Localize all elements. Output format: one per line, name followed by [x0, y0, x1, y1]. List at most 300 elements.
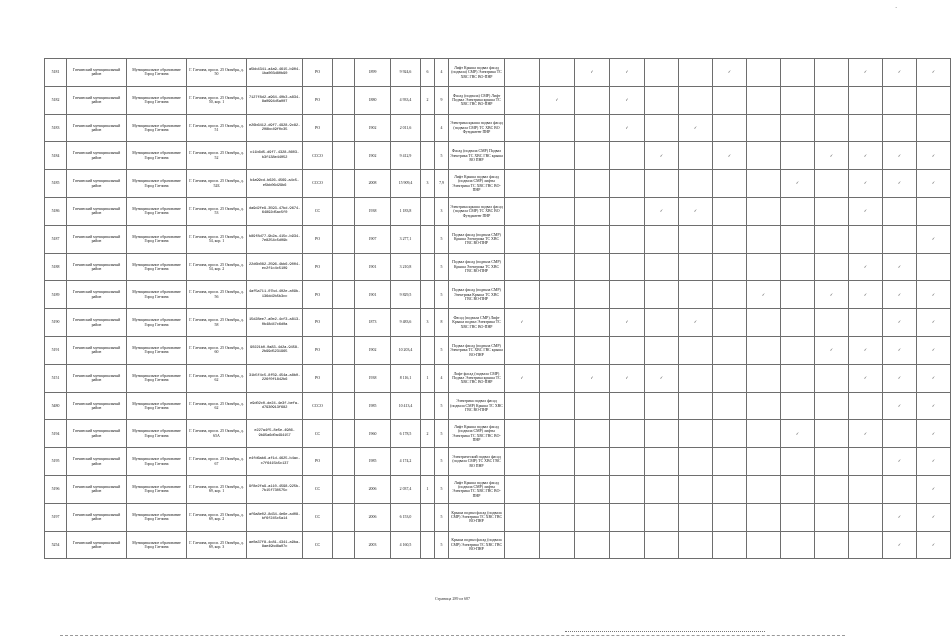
- check-mark-icon: ✓: [883, 309, 917, 337]
- empty-check-cell: [747, 309, 781, 337]
- empty-check-cell: [575, 309, 610, 337]
- check-mark-icon: ✓: [849, 420, 883, 448]
- floors-cell: 5: [435, 475, 449, 503]
- wall-type-cell: РО: [303, 86, 333, 114]
- check-mark-icon: ✓: [883, 281, 917, 309]
- empty-check-cell: [645, 309, 679, 337]
- address-cell: Г. Гатчина, просп. 25 Октября, д. 67: [187, 448, 247, 476]
- check-mark-icon: ✓: [713, 59, 747, 87]
- empty-check-cell: [781, 392, 815, 420]
- wall-type-cell: РО: [303, 253, 333, 281]
- blank-cell: [333, 253, 355, 281]
- record-number: 5184: [45, 142, 67, 170]
- district-cell: Гатчинский муниципальный район: [67, 503, 127, 531]
- fias-code-cell: 4af5a711-07bd-402e-a09b-136dd2b5b3cc: [247, 281, 303, 309]
- empty-check-cell: [815, 392, 849, 420]
- check-mark-icon: ✓: [917, 309, 951, 337]
- empty-check-cell: [610, 281, 645, 309]
- empty-check-cell: [679, 364, 713, 392]
- empty-check-cell: [883, 86, 917, 114]
- empty-check-cell: [679, 59, 713, 87]
- year-cell: 1985: [355, 448, 391, 476]
- empty-check-cell: [575, 531, 610, 559]
- address-cell: Г. Гатчина, просп. 25 Октября, д. 69, кор. 2: [187, 503, 247, 531]
- bottom-marks: [565, 631, 765, 634]
- empty-check-cell: [747, 336, 781, 364]
- empty-check-cell: [505, 114, 540, 142]
- works-list-cell: Фасад (подвала СМР) Подвал Электрика ТС ХВС ГВС крыша ВО ПНР: [449, 142, 505, 170]
- empty-check-cell: [815, 197, 849, 225]
- settlement-cell: Муниципальное образование Город Гатчина: [127, 225, 187, 253]
- empty-check-cell: [781, 503, 815, 531]
- wall-type-cell: СС: [303, 503, 333, 531]
- check-mark-icon: ✓: [883, 59, 917, 87]
- check-mark-icon: ✓: [747, 281, 781, 309]
- check-mark-icon: ✓: [883, 253, 917, 281]
- area-cell: 2 011,6: [391, 114, 421, 142]
- works-list-cell: Крыша подвал фасад (подвала СМР) Электрика ТС ХВС ГВС ВО-ПНР: [449, 531, 505, 559]
- fias-code-cell: e227a4f5-8e5e-4986-9b95a6d0a494157: [247, 420, 303, 448]
- empty-check-cell: [645, 86, 679, 114]
- lift-count-cell: 3: [421, 309, 435, 337]
- empty-check-cell: [610, 336, 645, 364]
- table-row: [45, 170, 951, 198]
- area-cell: 6 153,0: [391, 503, 421, 531]
- check-mark-icon: ✓: [505, 364, 540, 392]
- empty-check-cell: [713, 253, 747, 281]
- year-cell: 1938: [355, 197, 391, 225]
- district-cell: Гатчинский муниципальный район: [67, 86, 127, 114]
- works-list-cell: Лифт Крыша подвал фасад (подвала) СМР) Электрика ТС ХВС ГВС ВО-ПНР: [449, 59, 505, 87]
- works-list-cell: Подвал фасад (подвала СМР) Электрика Крыша ТС ХВС ГВС ВО-ПНР: [449, 281, 505, 309]
- wall-type-cell: РО: [303, 309, 333, 337]
- empty-check-cell: [815, 448, 849, 476]
- table-row: [45, 281, 951, 309]
- empty-check-cell: [713, 281, 747, 309]
- empty-check-cell: [679, 281, 713, 309]
- empty-check-cell: [713, 225, 747, 253]
- empty-check-cell: [645, 475, 679, 503]
- empty-check-cell: [679, 503, 713, 531]
- floors-cell: 5: [435, 503, 449, 531]
- empty-check-cell: [610, 253, 645, 281]
- check-mark-icon: ✓: [917, 170, 951, 198]
- lift-count-cell: 1: [421, 364, 435, 392]
- check-mark-icon: ✓: [883, 142, 917, 170]
- bottom-rule: [60, 635, 845, 636]
- empty-check-cell: [815, 86, 849, 114]
- works-list-cell: Фасад (подвала СМР) Лифт Крыша подвал Электрика ТС ХВС ГВС ВО-ПНР: [449, 309, 505, 337]
- empty-check-cell: [575, 142, 610, 170]
- works-list-cell: Подвал фасад (подвала СМР) Электрика ТС ХВС ГВС крыша ВО-ПНР: [449, 336, 505, 364]
- wall-type-cell: РО: [303, 281, 333, 309]
- check-mark-icon: ✓: [781, 420, 815, 448]
- empty-check-cell: [540, 364, 575, 392]
- record-number: 5191: [45, 336, 67, 364]
- settlement-cell: Муниципальное образование Город Гатчина: [127, 309, 187, 337]
- table-row: [45, 253, 951, 281]
- blank-cell: [333, 336, 355, 364]
- empty-check-cell: [781, 336, 815, 364]
- empty-check-cell: [815, 531, 849, 559]
- empty-check-cell: [883, 420, 917, 448]
- lift-count-cell: [421, 392, 435, 420]
- empty-check-cell: [540, 420, 575, 448]
- record-number: 5181: [45, 59, 67, 87]
- address-cell: Г. Гатчина, просп. 25 Октября, д. 52Б: [187, 170, 247, 198]
- fias-code-cell: 22d6b082-2596-4bb6-9004-ec2f1c4c5109: [247, 253, 303, 281]
- empty-check-cell: [645, 281, 679, 309]
- address-cell: Г. Гатчина, просп. 25 Октября, д. 62: [187, 392, 247, 420]
- empty-check-cell: [849, 225, 883, 253]
- area-cell: 10 203,4: [391, 336, 421, 364]
- registry-page: [44, 58, 936, 559]
- empty-check-cell: [575, 281, 610, 309]
- empty-check-cell: [713, 448, 747, 476]
- empty-check-cell: [713, 86, 747, 114]
- address-cell: Г. Гатчина, просп. 25 Октября, д. 51: [187, 114, 247, 142]
- empty-check-cell: [505, 448, 540, 476]
- check-mark-icon: ✓: [645, 364, 679, 392]
- year-cell: 1985: [355, 392, 391, 420]
- empty-check-cell: [781, 253, 815, 281]
- empty-check-cell: [540, 531, 575, 559]
- lift-count-cell: 3: [421, 170, 435, 198]
- district-cell: Гатчинский муниципальный район: [67, 59, 127, 87]
- empty-check-cell: [781, 225, 815, 253]
- empty-check-cell: [917, 197, 951, 225]
- fias-code-cell: e26b6412-d9f7-4928-9c82-208bc49f0c35: [247, 114, 303, 142]
- record-number: 5151: [45, 364, 67, 392]
- area-cell: 6 178,5: [391, 420, 421, 448]
- table-row: [45, 420, 951, 448]
- empty-check-cell: [679, 253, 713, 281]
- empty-check-cell: [645, 531, 679, 559]
- check-mark-icon: ✓: [917, 392, 951, 420]
- empty-check-cell: [815, 170, 849, 198]
- empty-check-cell: [815, 59, 849, 87]
- empty-check-cell: [645, 503, 679, 531]
- record-number: 5189: [45, 281, 67, 309]
- check-mark-icon: ✓: [505, 309, 540, 337]
- empty-check-cell: [575, 448, 610, 476]
- record-number: 5182: [45, 86, 67, 114]
- wall-type-cell: РО: [303, 59, 333, 87]
- empty-check-cell: [747, 142, 781, 170]
- table-row: [45, 503, 951, 531]
- district-cell: Гатчинский муниципальный район: [67, 475, 127, 503]
- empty-check-cell: [917, 86, 951, 114]
- empty-check-cell: [849, 448, 883, 476]
- check-mark-icon: ✓: [917, 336, 951, 364]
- empty-check-cell: [849, 86, 883, 114]
- table-row: [45, 364, 951, 392]
- district-cell: Гатчинский муниципальный район: [67, 197, 127, 225]
- empty-check-cell: [679, 392, 713, 420]
- wall-type-cell: СССО: [303, 142, 333, 170]
- settlement-cell: Муниципальное образование Город Гатчина: [127, 448, 187, 476]
- fias-code-cell: 31b5f4c5-8f59-454a-a8b0-226f0f1842b6: [247, 364, 303, 392]
- empty-check-cell: [747, 503, 781, 531]
- floors-cell: 4: [435, 59, 449, 87]
- empty-check-cell: [781, 114, 815, 142]
- empty-check-cell: [540, 142, 575, 170]
- check-mark-icon: ✓: [713, 142, 747, 170]
- empty-check-cell: [883, 114, 917, 142]
- blank-cell: [333, 86, 355, 114]
- empty-check-cell: [679, 475, 713, 503]
- settlement-cell: Муниципальное образование Город Гатчина: [127, 142, 187, 170]
- check-mark-icon: ✓: [575, 364, 610, 392]
- table-row: [45, 142, 951, 170]
- floors-cell: 4: [435, 114, 449, 142]
- check-mark-icon: ✓: [883, 364, 917, 392]
- year-cell: 1902: [355, 142, 391, 170]
- check-mark-icon: ✓: [917, 281, 951, 309]
- lift-count-cell: [421, 281, 435, 309]
- empty-check-cell: [747, 475, 781, 503]
- blank-cell: [333, 170, 355, 198]
- address-cell: Г. Гатчина, просп. 25 Октября, д. 69, кор. 3: [187, 531, 247, 559]
- area-cell: 3 277,1: [391, 225, 421, 253]
- housing-registry-table: [44, 58, 951, 559]
- wall-type-cell: СС: [303, 531, 333, 559]
- settlement-cell: Муниципальное образование Город Гатчина: [127, 336, 187, 364]
- floors-cell: 5: [435, 281, 449, 309]
- check-mark-icon: ✓: [815, 142, 849, 170]
- area-cell: 9 483,6: [391, 309, 421, 337]
- district-cell: Гатчинский муниципальный район: [67, 531, 127, 559]
- wall-type-cell: СС: [303, 475, 333, 503]
- lift-count-cell: [421, 197, 435, 225]
- year-cell: 1902: [355, 114, 391, 142]
- check-mark-icon: ✓: [917, 420, 951, 448]
- lift-count-cell: [421, 142, 435, 170]
- year-cell: 1901: [355, 281, 391, 309]
- record-number: 5480: [45, 392, 67, 420]
- empty-check-cell: [575, 253, 610, 281]
- wall-type-cell: СССО: [303, 170, 333, 198]
- district-cell: Гатчинский муниципальный район: [67, 142, 127, 170]
- wall-type-cell: СС: [303, 197, 333, 225]
- record-number: 5188: [45, 253, 67, 281]
- lift-count-cell: 2: [421, 420, 435, 448]
- check-mark-icon: ✓: [917, 59, 951, 87]
- area-cell: 10 413,4: [391, 392, 421, 420]
- blank-cell: [333, 225, 355, 253]
- year-cell: 1873: [355, 309, 391, 337]
- record-number: 5254: [45, 531, 67, 559]
- page-footer: Страница 289 из 687: [434, 596, 471, 601]
- fias-code-cell: a5bb4341-a4a9-4615-b904-1ba003d80b90: [247, 59, 303, 87]
- fias-code-cell: af6a8e02-8d34-4e6e-ad08-bf6f245c5a14: [247, 503, 303, 531]
- empty-check-cell: [505, 281, 540, 309]
- floors-cell: 8: [435, 309, 449, 337]
- empty-check-cell: [575, 392, 610, 420]
- settlement-cell: Муниципальное образование Город Гатчина: [127, 392, 187, 420]
- empty-check-cell: [849, 392, 883, 420]
- wall-type-cell: РО: [303, 114, 333, 142]
- floors-cell: 5: [435, 225, 449, 253]
- empty-check-cell: [781, 59, 815, 87]
- table-row: [45, 309, 951, 337]
- empty-check-cell: [610, 531, 645, 559]
- empty-check-cell: [815, 253, 849, 281]
- check-mark-icon: ✓: [883, 503, 917, 531]
- district-cell: Гатчинский муниципальный район: [67, 392, 127, 420]
- check-mark-icon: ✓: [883, 392, 917, 420]
- area-cell: 9 412,9: [391, 142, 421, 170]
- wall-type-cell: РО: [303, 336, 333, 364]
- empty-check-cell: [610, 475, 645, 503]
- settlement-cell: Муниципальное образование Город Гатчина: [127, 503, 187, 531]
- fias-code-cell: e9d02c0-de24-4e3f-befa-d7930913f682: [247, 392, 303, 420]
- district-cell: Гатчинский муниципальный район: [67, 253, 127, 281]
- empty-check-cell: [713, 392, 747, 420]
- check-mark-icon: ✓: [781, 170, 815, 198]
- empty-check-cell: [575, 475, 610, 503]
- empty-check-cell: [679, 225, 713, 253]
- blank-cell: [333, 309, 355, 337]
- settlement-cell: Муниципальное образование Город Гатчина: [127, 364, 187, 392]
- empty-check-cell: [849, 503, 883, 531]
- empty-check-cell: [540, 448, 575, 476]
- year-cell: 2006: [355, 503, 391, 531]
- empty-check-cell: [781, 142, 815, 170]
- fias-code-cell: ae0a37f8-4c81-4341-a9ba-8ae49bd8a07c: [247, 531, 303, 559]
- empty-check-cell: [505, 392, 540, 420]
- area-cell: 8 116,1: [391, 364, 421, 392]
- record-number: 5194: [45, 420, 67, 448]
- year-cell: 1907: [355, 225, 391, 253]
- area-cell: 4 933,4: [391, 86, 421, 114]
- empty-check-cell: [815, 309, 849, 337]
- fias-code-cell: 15d28ee7-a0e2-4cf3-a813-0b48d47c6d0a: [247, 309, 303, 337]
- address-cell: Г. Гатчина, просп. 25 Октября, д. 52: [187, 142, 247, 170]
- floors-cell: 5: [435, 392, 449, 420]
- settlement-cell: Муниципальное образование Город Гатчина: [127, 475, 187, 503]
- lift-count-cell: [421, 531, 435, 559]
- empty-check-cell: [747, 59, 781, 87]
- area-cell: 4 160,5: [391, 531, 421, 559]
- empty-check-cell: [505, 86, 540, 114]
- record-number: 5187: [45, 225, 67, 253]
- empty-check-cell: [505, 253, 540, 281]
- lift-count-cell: 2: [421, 86, 435, 114]
- fias-code-cell: c11b6d5-d9f7-4328-8603-b3f138e44052: [247, 142, 303, 170]
- table-body: [45, 59, 951, 559]
- empty-check-cell: [781, 197, 815, 225]
- district-cell: Гатчинский муниципальный район: [67, 170, 127, 198]
- empty-check-cell: [679, 531, 713, 559]
- blank-cell: [333, 503, 355, 531]
- empty-check-cell: [505, 59, 540, 87]
- lift-count-cell: [421, 225, 435, 253]
- empty-check-cell: [679, 170, 713, 198]
- table-row: [45, 197, 951, 225]
- year-cell: 2006: [355, 475, 391, 503]
- empty-check-cell: [610, 142, 645, 170]
- record-number: 5183: [45, 114, 67, 142]
- lift-count-cell: [421, 503, 435, 531]
- empty-check-cell: [713, 170, 747, 198]
- year-cell: 1880: [355, 86, 391, 114]
- empty-check-cell: [713, 475, 747, 503]
- check-mark-icon: ✓: [849, 336, 883, 364]
- fias-code-cell: 90221b0-0a83-4d2a-9458-2b99d5231965: [247, 336, 303, 364]
- settlement-cell: Муниципальное образование Город Гатчина: [127, 114, 187, 142]
- district-cell: Гатчинский муниципальный район: [67, 420, 127, 448]
- empty-check-cell: [883, 225, 917, 253]
- address-cell: Г. Гатчина, просп. 25 Октября, д. 54, кор. 2: [187, 253, 247, 281]
- settlement-cell: Муниципальное образование Город Гатчина: [127, 197, 187, 225]
- wall-type-cell: РО: [303, 364, 333, 392]
- works-list-cell: Электрика подвал фасад (подвала СМР) Крыша ТС ХВС ГВС ВО-ПНР: [449, 392, 505, 420]
- lift-count-cell: [421, 253, 435, 281]
- works-list-cell: Лифт Крыша подвал фасад (подвала СМР) лифты Электрика ТС ХВС ГВС ВО-ПНР: [449, 420, 505, 448]
- empty-check-cell: [610, 420, 645, 448]
- check-mark-icon: ✓: [610, 309, 645, 337]
- area-cell: 9 924,6: [391, 59, 421, 87]
- empty-check-cell: [747, 114, 781, 142]
- works-list-cell: Лифт Крыша подвал фасад (подвала СМР) лифты Электрика ТС ХВС ГВС ВО-ПНР: [449, 475, 505, 503]
- check-mark-icon: ✓: [883, 448, 917, 476]
- works-list-cell: Крыша подвал фасад (подвала СМР) Электрика ТС ХВС ГВС ВО-ПНР: [449, 503, 505, 531]
- record-number: 5185: [45, 170, 67, 198]
- settlement-cell: Муниципальное образование Город Гатчина: [127, 59, 187, 87]
- empty-check-cell: [645, 253, 679, 281]
- empty-check-cell: [747, 170, 781, 198]
- works-list-cell: Лифт фасад (подвала СМР) Подвал Электрика крыша ТС ХВС ГВС ВО-ПНР: [449, 364, 505, 392]
- lift-count-cell: 1: [421, 475, 435, 503]
- empty-check-cell: [645, 225, 679, 253]
- empty-check-cell: [781, 86, 815, 114]
- check-mark-icon: ✓: [883, 170, 917, 198]
- works-list-cell: Фасад (подвала) СМР) Лифт Подвал Электрика крыша ТС ХВС ГВС ВО-ПНР: [449, 86, 505, 114]
- settlement-cell: Муниципальное образование Город Гатчина: [127, 531, 187, 559]
- empty-check-cell: [505, 503, 540, 531]
- empty-check-cell: [781, 531, 815, 559]
- address-cell: Г. Гатчина, просп. 25 Октября, д. 62: [187, 364, 247, 392]
- wall-type-cell: СССО: [303, 392, 333, 420]
- check-mark-icon: ✓: [815, 281, 849, 309]
- empty-check-cell: [610, 448, 645, 476]
- wall-type-cell: СС: [303, 420, 333, 448]
- works-list-cell: Лифт Крыша подвал фасад (подвала СМР) лифты Электрика ТС ХВС ГВС ВО-ПНР: [449, 170, 505, 198]
- empty-check-cell: [747, 420, 781, 448]
- check-mark-icon: ✓: [917, 448, 951, 476]
- empty-check-cell: [505, 197, 540, 225]
- floors-cell: 5: [435, 531, 449, 559]
- empty-check-cell: [540, 475, 575, 503]
- empty-check-cell: [575, 420, 610, 448]
- table-row: [45, 531, 951, 559]
- check-mark-icon: ✓: [917, 364, 951, 392]
- empty-check-cell: [917, 114, 951, 142]
- empty-check-cell: [540, 59, 575, 87]
- area-cell: 2 037,4: [391, 475, 421, 503]
- empty-check-cell: [505, 336, 540, 364]
- check-mark-icon: ✓: [849, 197, 883, 225]
- blank-cell: [333, 392, 355, 420]
- settlement-cell: Муниципальное образование Город Гатчина: [127, 86, 187, 114]
- empty-check-cell: [713, 114, 747, 142]
- empty-check-cell: [645, 59, 679, 87]
- check-mark-icon: ✓: [849, 253, 883, 281]
- works-list-cell: Подвал фасад (подвала СМР) Крыша Электрика ТС ХВС ГВС ВО-ПНР: [449, 253, 505, 281]
- empty-check-cell: [610, 503, 645, 531]
- fias-code-cell: b89f8d77-9b2a-415c-b934-7e8254c5d09b: [247, 225, 303, 253]
